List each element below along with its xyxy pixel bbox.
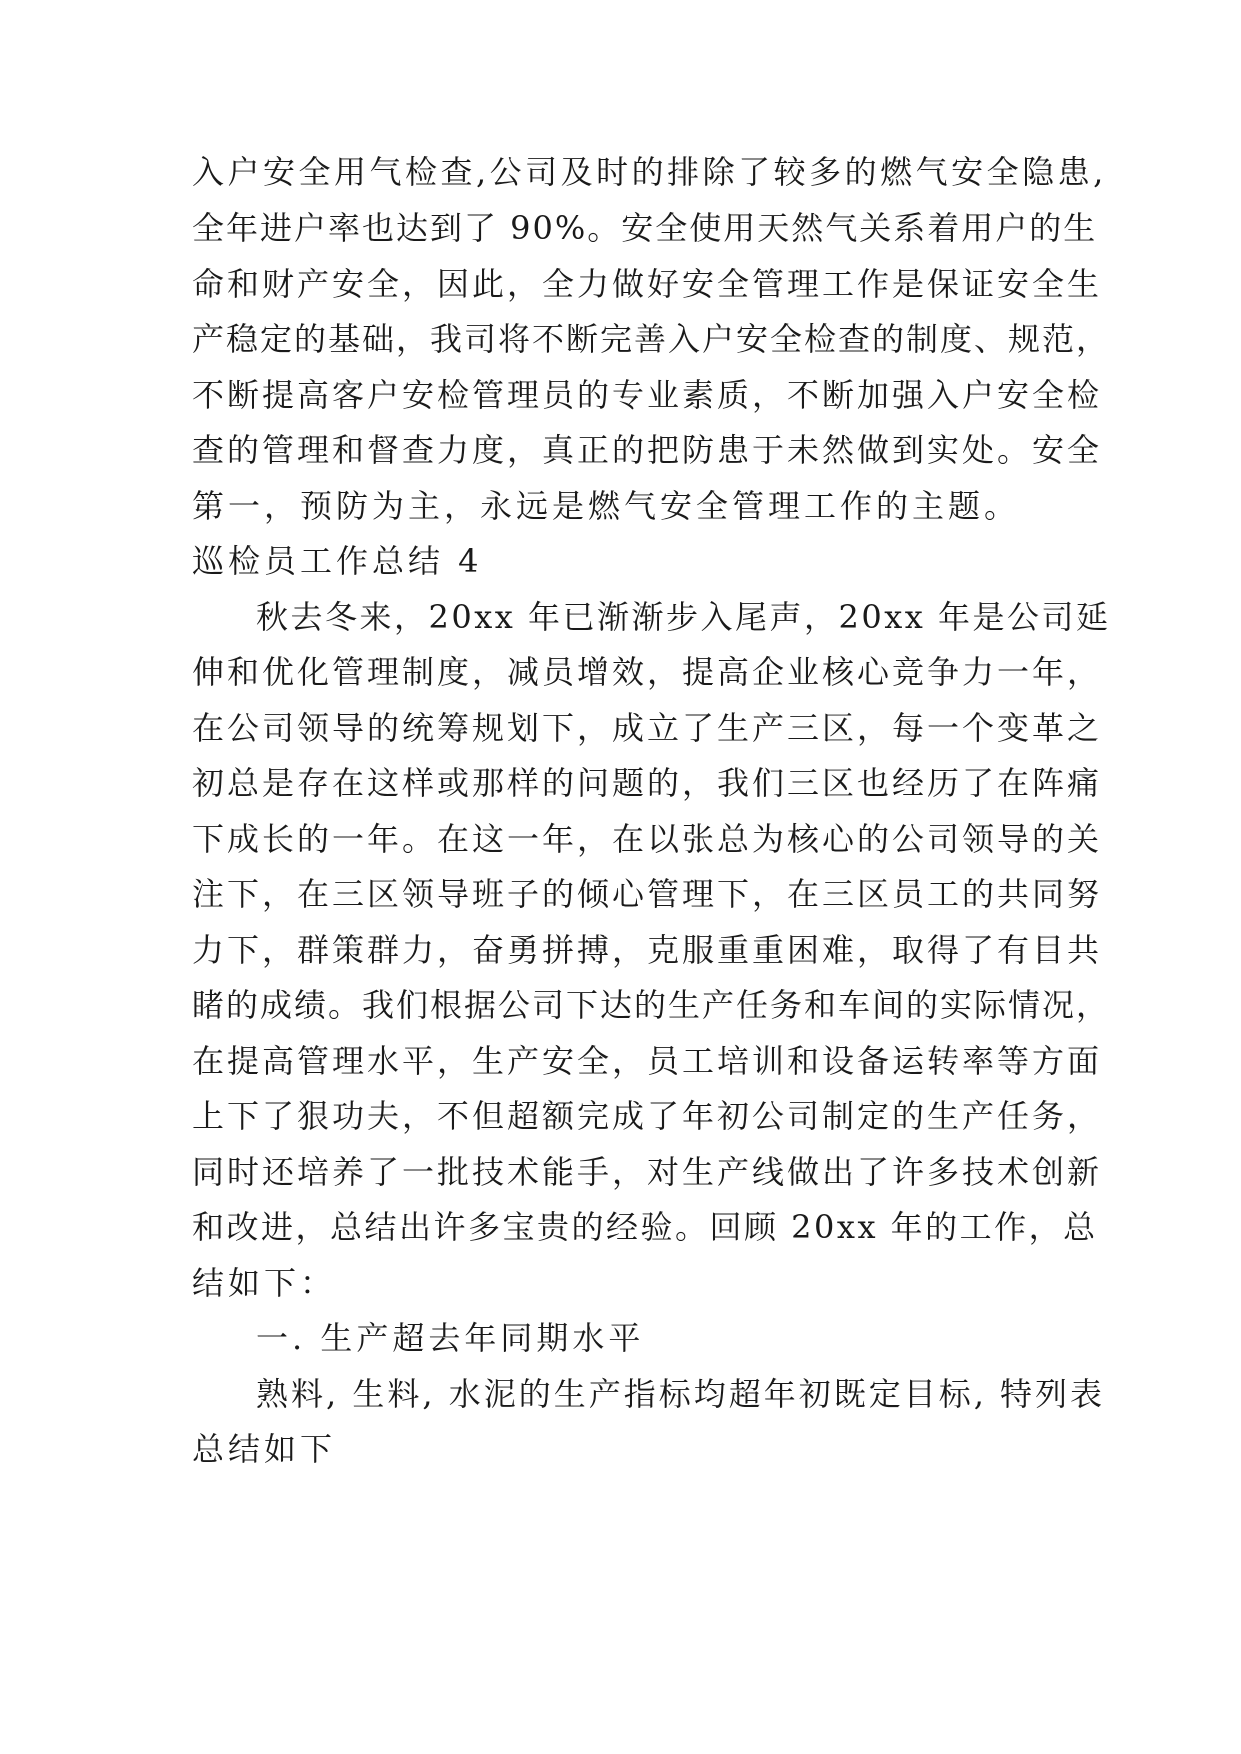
text-line: 查的管理和督查力度，真正的把防患于未然做到实处。安全 — [192, 431, 1103, 469]
text-line: 同时还培养了一批技术能手，对生产线做出了许多技术创新 — [192, 1153, 1103, 1191]
text-line: 结如下： — [192, 1264, 337, 1302]
text-line: 在提高管理水平，生产安全，员工培训和设备运转率等方面 — [192, 1042, 1103, 1080]
text-line: 初总是存在这样或那样的问题的，我们三区也经历了在阵痛 — [192, 764, 1103, 802]
text-line: 秋去冬来，20xx 年已渐渐步入尾声，20xx 年是公司延 — [256, 598, 1111, 636]
text-line: 注下，在三区领导班子的倾心管理下，在三区员工的共同努 — [192, 875, 1103, 913]
text-line: 产稳定的基础，我司将不断完善入户安全检查的制度、规范， — [192, 320, 1111, 358]
text-line: 命和财产安全，因此，全力做好安全管理工作是保证安全生 — [192, 265, 1103, 303]
text-line: 伸和优化管理制度，减员增效，提高企业核心竞争力一年， — [192, 653, 1103, 691]
text-line: 在公司领导的统筹规划下，成立了生产三区，每一个变革之 — [192, 709, 1103, 747]
text-line: 总结如下 — [192, 1430, 337, 1468]
text-line: 力下，群策群力，奋勇拼搏，克服重重困难，取得了有目共 — [192, 931, 1103, 969]
subsection-heading: 一. 生产超去年同期水平 — [256, 1319, 645, 1357]
section-heading: 巡检员工作总结 4 — [192, 542, 483, 580]
text-line: 睹的成绩。我们根据公司下达的生产任务和车间的实际情况， — [192, 986, 1111, 1024]
text-line: 第一，预防为主，永远是燃气安全管理工作的主题。 — [192, 487, 1021, 525]
text-line: 上下了狠功夫，不但超额完成了年初公司制定的生产任务， — [192, 1097, 1103, 1135]
text-line: 和改进，总结出许多宝贵的经验。回顾 20xx 年的工作，总 — [192, 1208, 1098, 1246]
text-line: 熟料, 生料, 水泥的生产指标均超年初既定目标, 特列表 — [256, 1375, 1106, 1413]
text-line: 不断提高客户安检管理员的专业素质，不断加强入户安全检 — [192, 376, 1103, 414]
text-line: 入户安全用气检查,公司及时的排除了较多的燃气安全隐患, — [192, 153, 1107, 191]
text-line: 下成长的一年。在这一年，在以张总为核心的公司领导的关 — [192, 820, 1103, 858]
text-line: 全年进户率也达到了 90%。安全使用天然气关系着用户的生 — [192, 209, 1098, 247]
